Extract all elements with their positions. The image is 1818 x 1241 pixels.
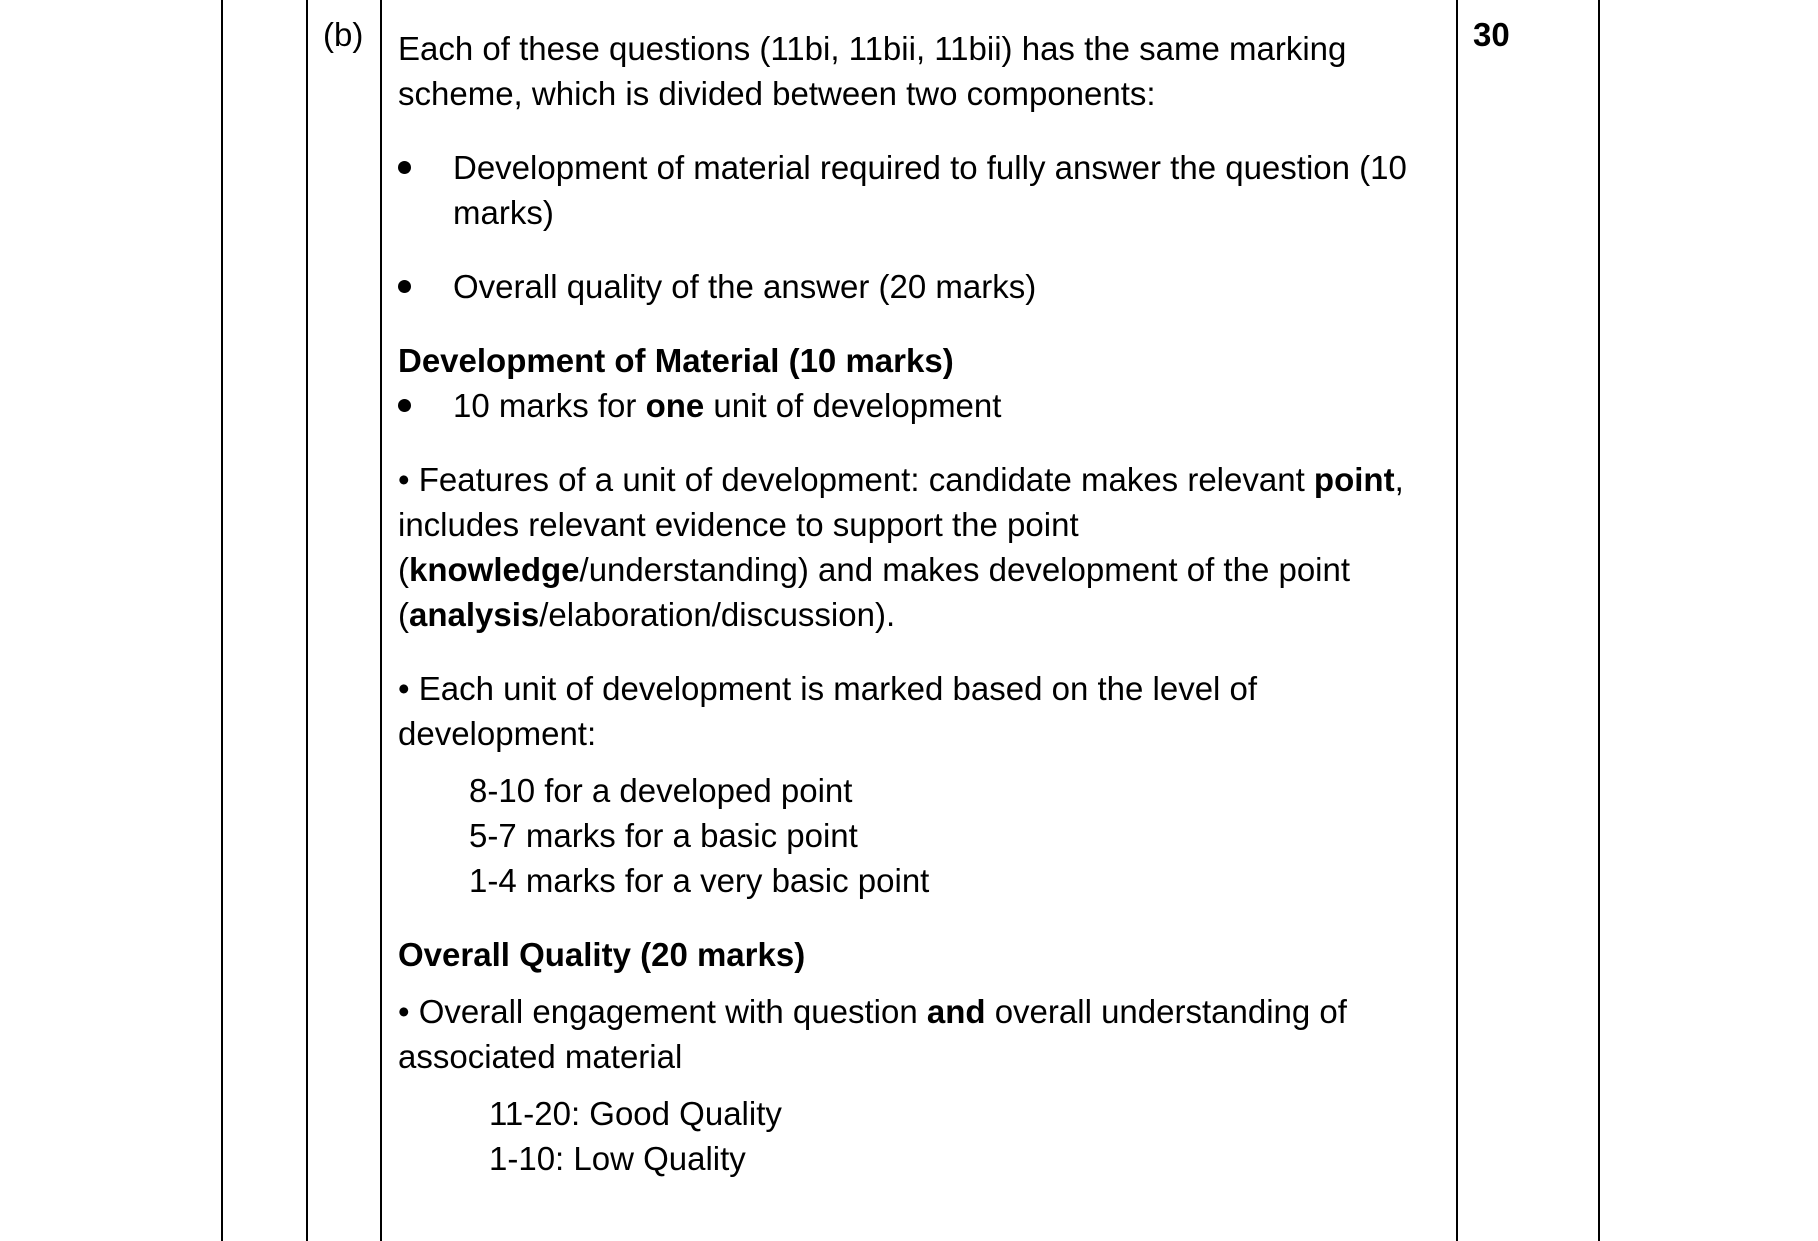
bullet-icon (398, 399, 411, 412)
table-border-content (380, 0, 382, 1241)
table-border-left (221, 0, 223, 1241)
bold-segment: and (926, 993, 986, 1030)
bold-segment: knowledge (409, 551, 580, 588)
bold-segment: one (645, 387, 705, 424)
table-border-right (1598, 0, 1600, 1241)
bold-segment: analysis (409, 596, 540, 633)
bullet-icon (398, 161, 411, 174)
component-text: Overall quality of the answer (20 marks) (453, 268, 1037, 305)
quality-level: 11-20: Good Quality (489, 1095, 782, 1132)
marks-total: 30 (1473, 16, 1510, 53)
text-segment: /elaboration/discussion). (539, 596, 896, 633)
development-level: 1-4 marks for a very basic point (469, 862, 930, 899)
quality-heading: Overall Quality (20 marks) (398, 936, 806, 973)
part-label: (b) (323, 16, 364, 53)
table-border-marks (1456, 0, 1458, 1241)
component-text: Development of material required to fully answer the question (10 marks) (453, 149, 1407, 231)
intro-text: Each of these questions (11bi, 11bii, 11bii) has the same marking scheme, which is divided between two components: (398, 30, 1347, 112)
quality-level: 1-10: Low Quality (489, 1140, 746, 1177)
development-level: 8-10 for a developed point (469, 772, 853, 809)
development-marks-item (398, 383, 1408, 428)
text-segment: unit of development (704, 387, 1002, 424)
level-intro: • Each unit of development is marked based on the level of development: (398, 670, 1258, 752)
bold-segment: point (1313, 461, 1395, 498)
quality-engagement (398, 989, 1408, 1079)
text-segment: overall understanding of associated material (398, 993, 1347, 1075)
component-item (398, 264, 1408, 309)
bullet-icon (398, 280, 411, 293)
development-features (398, 457, 1408, 637)
marking-scheme-content (398, 26, 1408, 1181)
development-heading: Development of Material (10 marks) (398, 342, 954, 379)
development-level: 5-7 marks for a basic point (469, 817, 858, 854)
text-segment: /understanding) and makes development of the point ( (398, 551, 1351, 633)
table-border-part (306, 0, 308, 1241)
component-item (398, 145, 1408, 235)
text-segment: • Features of a unit of development: candidate makes relevant (398, 461, 1314, 498)
text-segment: 10 marks for (453, 387, 646, 424)
text-segment: , includes relevant evidence to support the point ( (398, 461, 1404, 588)
text-segment: • Overall engagement with question (398, 993, 927, 1030)
